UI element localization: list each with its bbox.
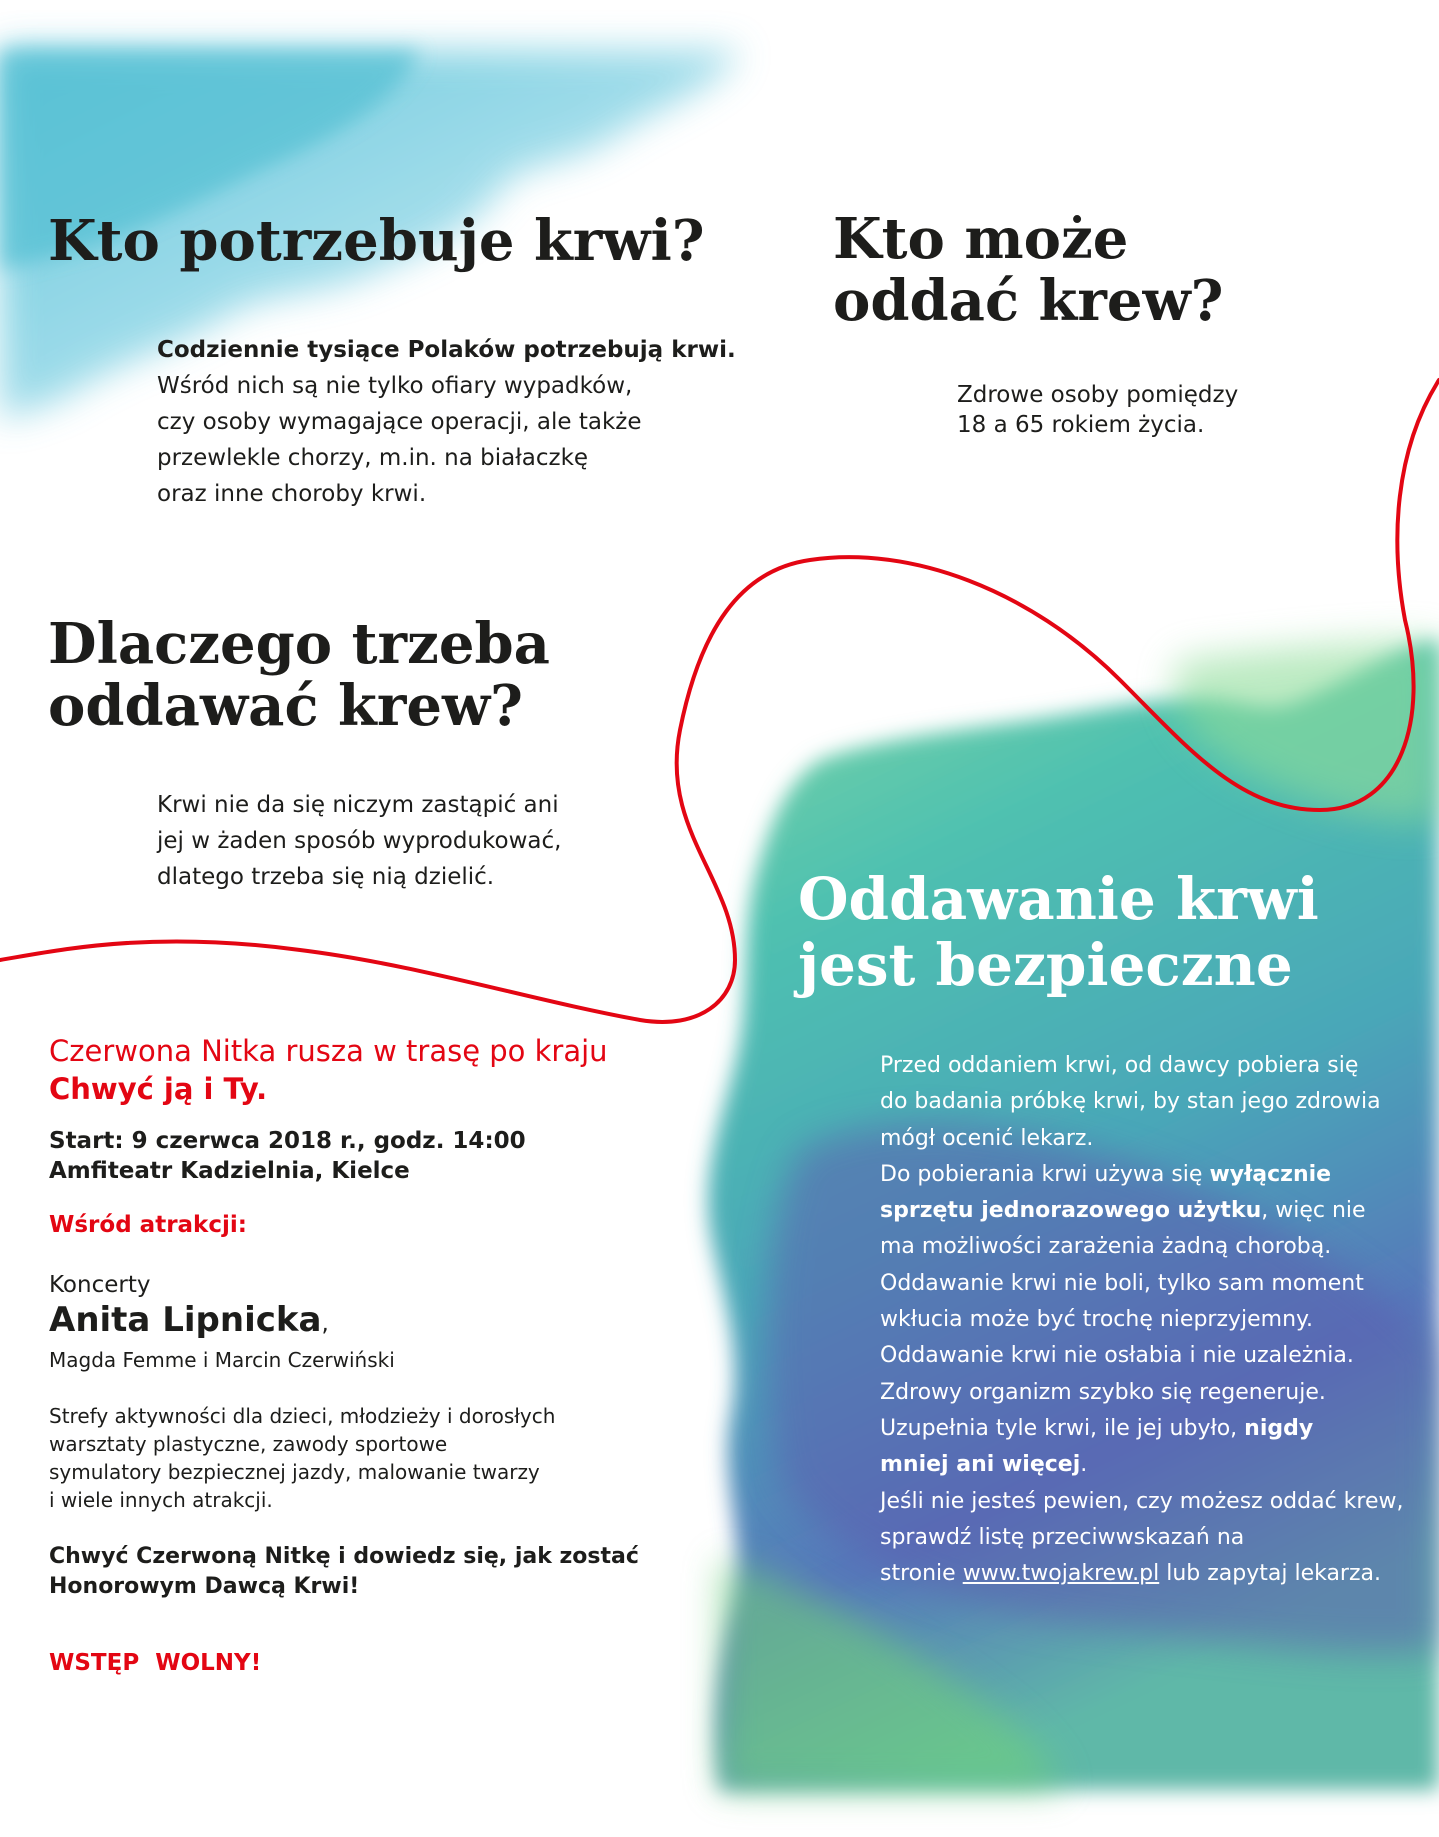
event-start: Start: 9 czerwca 2018 r., godz. 14:00 [49, 1128, 526, 1154]
safe-line: mógł ocenić lekarz. [880, 1125, 1094, 1151]
who-needs-line: Wśród nich są nie tylko ofiary wypadków, [157, 373, 633, 399]
event-subtitle: Chwyć ją i Ty. [49, 1072, 268, 1106]
heading-who-needs-blood: Kto potrzebuje krwi? [48, 208, 705, 274]
event-title: Czerwona Nitka rusza w trasę po kraju [49, 1034, 608, 1068]
why-line: Krwi nie da się niczym zastąpić ani [157, 792, 559, 818]
safe-text-bold: sprzętu jednorazowego użytku [880, 1198, 1262, 1224]
safe-text [880, 1048, 1404, 1592]
cta-line: Honorowym Dawcą Krwi! [49, 1574, 360, 1599]
heading-why-donate [48, 613, 550, 737]
safe-line: Zdrowy organizm szybko się regeneruje. [880, 1379, 1326, 1405]
heading-who-can-line: oddać krew? [833, 268, 1224, 334]
safe-line: Przed oddaniem krwi, od dawcy pobiera się [880, 1053, 1359, 1078]
safe-line: sprawdź listę przeciwwskazań na [880, 1524, 1245, 1550]
safe-text-part: lub zapytaj lekarza. [1159, 1561, 1382, 1587]
safe-text-part: Do pobierania krwi używa się [880, 1161, 1210, 1187]
who-needs-line: oraz inne choroby krwi. [157, 481, 427, 507]
safe-line: ma możliwości zarażenia żadną chorobą. [880, 1234, 1332, 1260]
safe-text-part: Uzupełnia tyle krwi, ile jej ubyło, [880, 1415, 1245, 1441]
who-can-line: Zdrowe osoby pomiędzy [957, 382, 1239, 408]
safe-line: wkłucia może być trochę nieprzyjemny. [880, 1307, 1313, 1333]
safe-text-part: , więc nie [1261, 1198, 1366, 1224]
activities-line: Strefy aktywności dla dzieci, młodzieży i dorosłych [49, 1404, 556, 1428]
safe-line: do badania próbkę krwi, by stan jego zdrowia [880, 1089, 1381, 1115]
activities-line: i wiele innych atrakcji. [49, 1488, 273, 1512]
safe-line: Oddawanie krwi nie boli, tylko sam moment [880, 1270, 1364, 1296]
activities-line: warsztaty plastyczne, zawody sportowe [49, 1432, 448, 1456]
who-needs-text [157, 332, 736, 512]
headliner-name: Anita Lipnicka [49, 1300, 322, 1340]
heading-who-can-line: Kto może [833, 206, 1129, 272]
attractions-label: Wśród atrakcji: [49, 1212, 247, 1238]
who-needs-line: przewlekle chorzy, m.in. na białaczkę [157, 445, 589, 471]
safe-line [880, 1157, 1404, 1193]
headliner-comma: , [321, 1311, 329, 1337]
free-entry: WSTĘP WOLNY! [49, 1650, 262, 1676]
safe-line: Oddawanie krwi nie osłabia i nie uzależnia. [880, 1343, 1354, 1369]
concerts-label: Koncerty [49, 1272, 151, 1298]
safe-text-part: stronie [880, 1561, 963, 1587]
who-needs-line: czy osoby wymagające operacji, ale także [157, 409, 642, 435]
who-needs-lead: Codziennie tysiące Polaków potrzebują krwi. [157, 337, 736, 363]
who-can-text [957, 380, 1238, 440]
safe-line [880, 1193, 1404, 1229]
event-place: Amfiteatr Kadzielnia, Kielce [49, 1158, 410, 1184]
website-link[interactable]: www.twojakrew.pl [962, 1561, 1160, 1587]
heading-why-line: oddawać krew? [48, 673, 523, 739]
safe-text-bold: wyłącznie [1209, 1161, 1332, 1187]
safe-line: Jeśli nie jesteś pewien, czy możesz oddać krew, [880, 1488, 1404, 1514]
heading-who-can-donate [833, 208, 1224, 332]
safe-line [880, 1411, 1404, 1447]
why-line: jej w żaden sposób wyprodukować, [157, 828, 562, 854]
safe-text-part: . [1080, 1452, 1088, 1478]
why-line: dlatego trzeba się nią dzielić. [157, 864, 495, 890]
heading-safe [798, 866, 1319, 998]
heading-why-line: Dlaczego trzeba [48, 611, 550, 677]
safe-text-bold: nigdy [1244, 1415, 1314, 1441]
other-artists: Magda Femme i Marcin Czerwiński [49, 1348, 395, 1372]
why-text [157, 787, 561, 895]
safe-line [880, 1447, 1404, 1483]
cta-line: Chwyć Czerwoną Nitkę i dowiedz się, jak zostać [49, 1544, 639, 1569]
heading-safe-line: Oddawanie krwi [798, 865, 1319, 933]
activities-line: symulatory bezpiecznej jazdy, malowanie twarzy [49, 1460, 540, 1484]
heading-safe-line: jest bezpieczne [798, 931, 1293, 999]
headliner [49, 1300, 689, 1344]
safe-text-bold: mniej ani więcej [880, 1452, 1081, 1478]
safe-line [880, 1556, 1404, 1592]
who-can-line: 18 a 65 rokiem życia. [957, 412, 1205, 438]
event-section [49, 1032, 689, 1678]
